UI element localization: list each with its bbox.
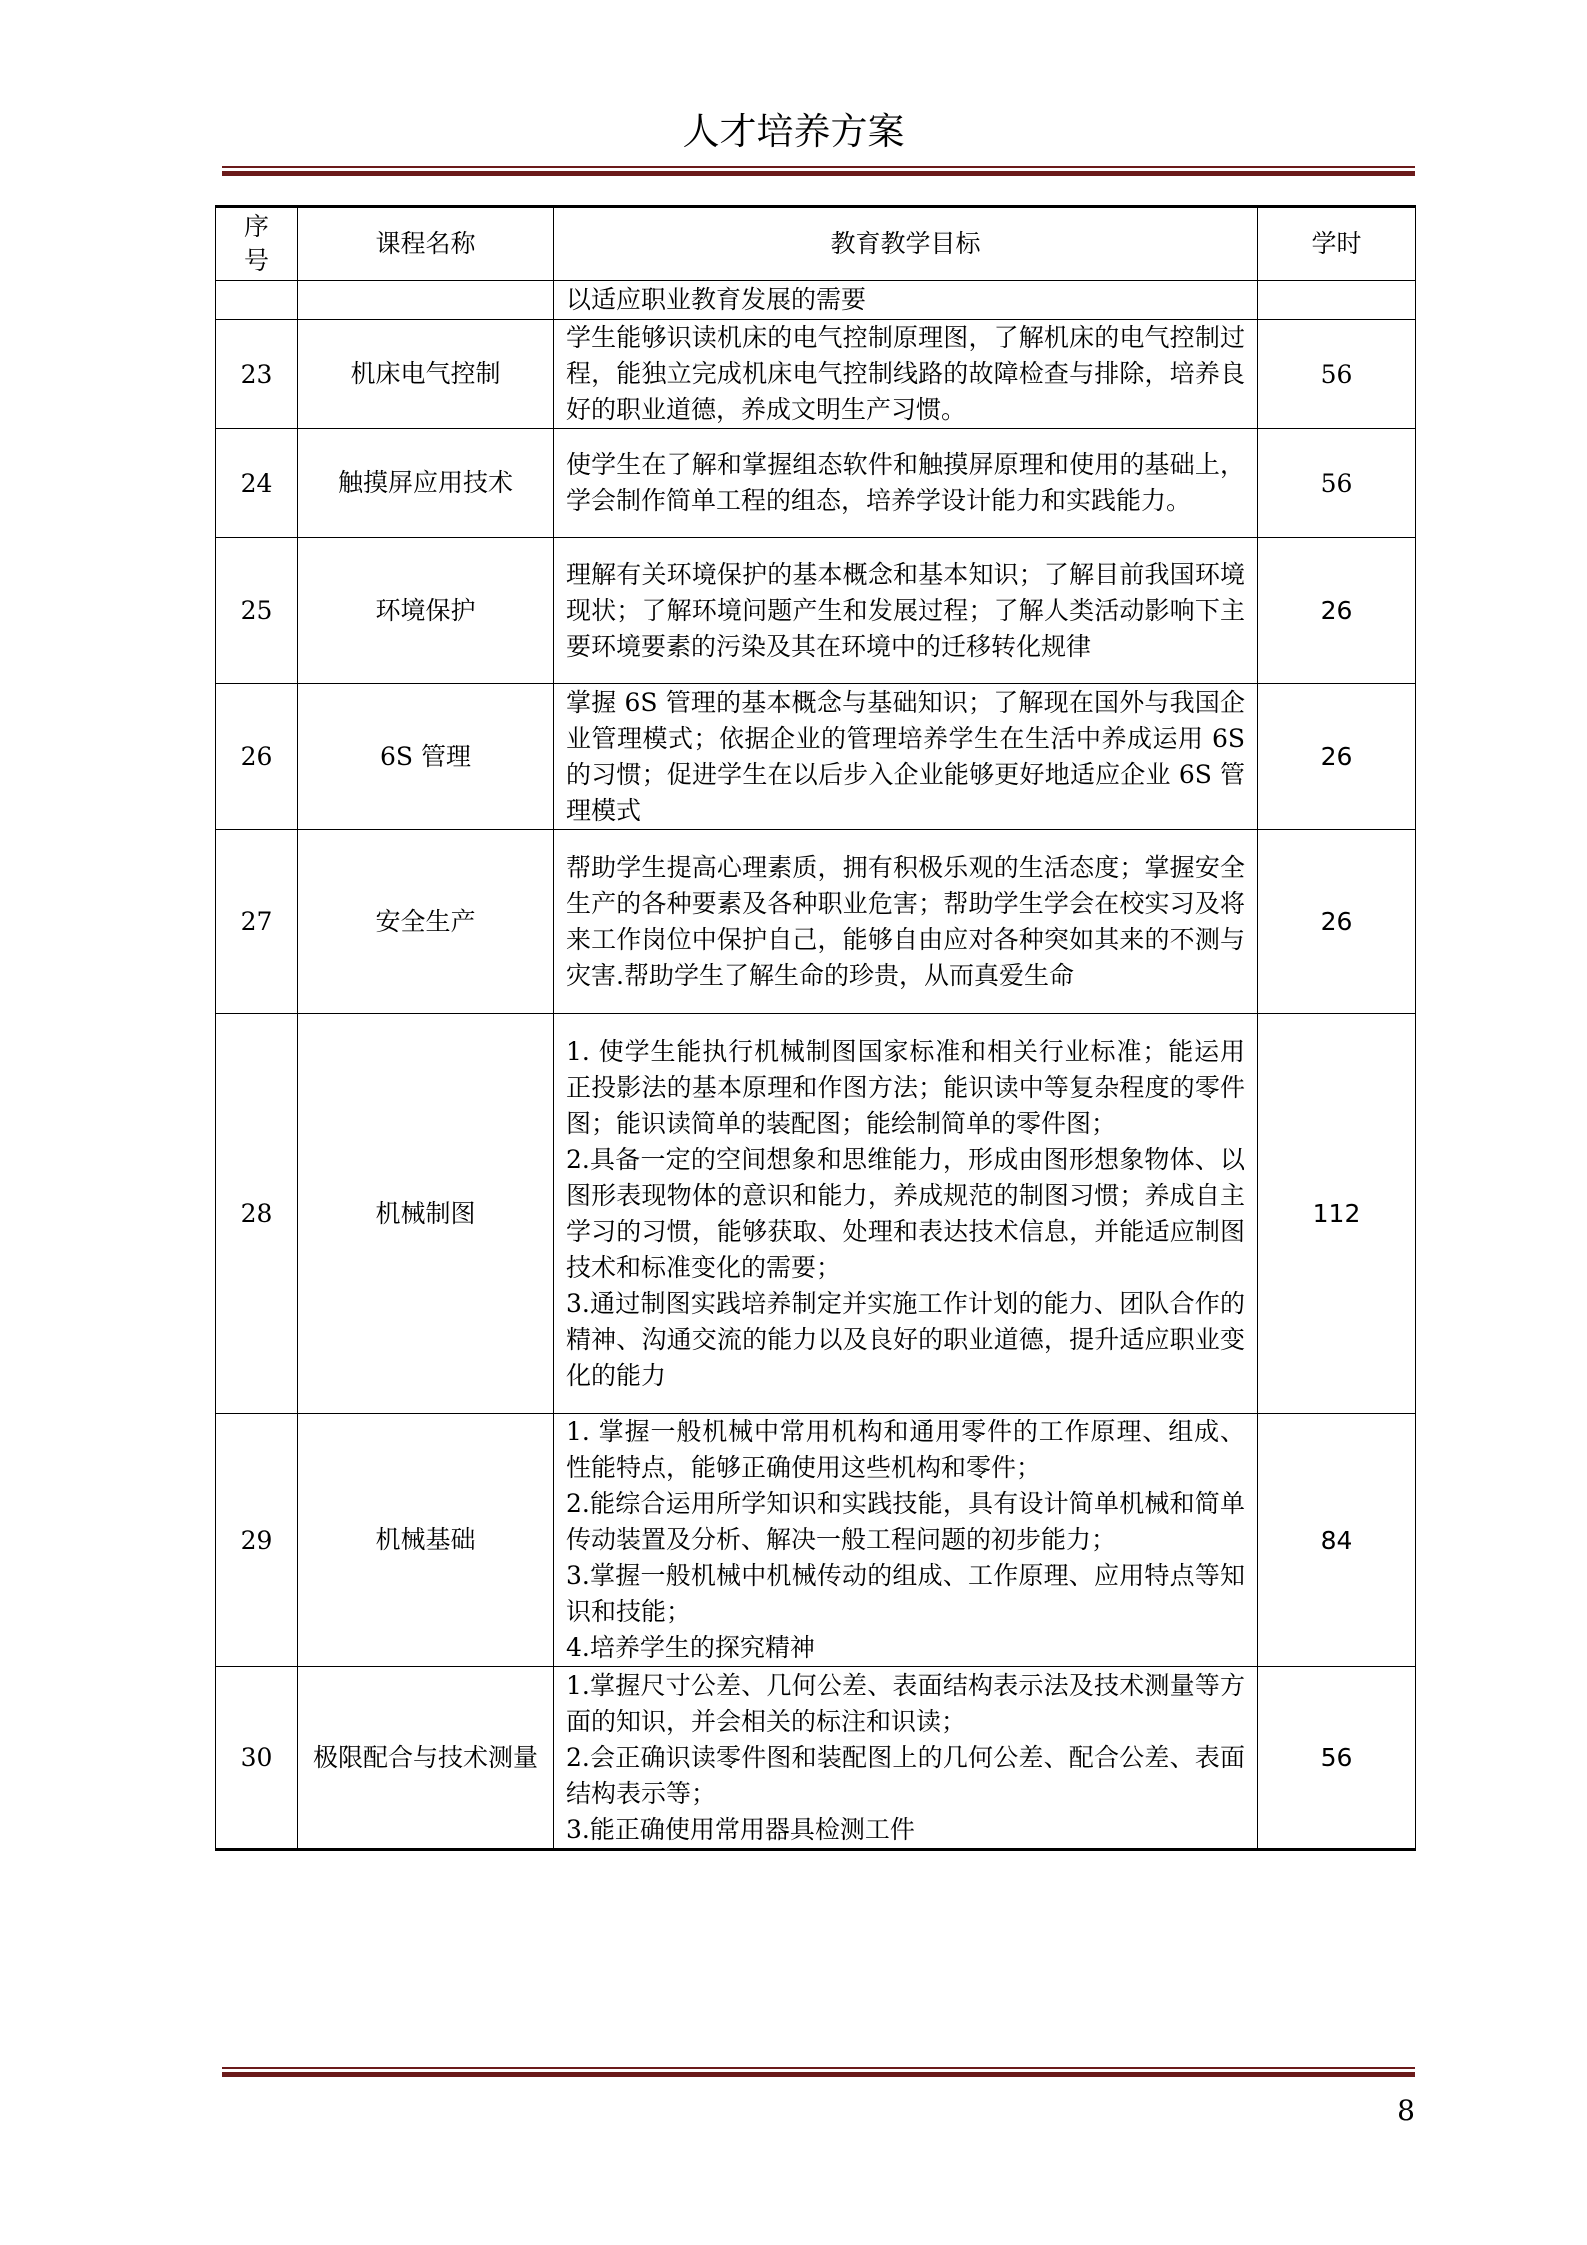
row-name: 机械基础 bbox=[298, 1414, 554, 1667]
row-goal: 使学生在了解和掌握组态软件和触摸屏原理和使用的基础上，学会制作简单工程的组态，培养学设计能力和实践能力。 bbox=[554, 429, 1258, 538]
course-table bbox=[215, 205, 1416, 1851]
table-row bbox=[216, 1414, 1416, 1667]
row-hours: 56 bbox=[1258, 1667, 1416, 1850]
header-name: 课程名称 bbox=[298, 207, 554, 281]
header-goal: 教育教学目标 bbox=[554, 207, 1258, 281]
table-row bbox=[216, 684, 1416, 830]
row-hours: 26 bbox=[1258, 538, 1416, 684]
row-goal: 1. 掌握一般机械中常用机构和通用零件的工作原理、组成、性能特点，能够正确使用这些机构和零件； 2.能综合运用所学知识和实践技能，具有设计简单机械和简单传动装置及分析、解决一般工程问题的初步能力； 3.掌握一般机械中机械传动的组成、工作原理、应用特点等知识和技能； 4.培养学生的探究精神 bbox=[554, 1414, 1258, 1667]
row-hours: 84 bbox=[1258, 1414, 1416, 1667]
header-num: 序号 bbox=[216, 207, 298, 281]
table-header-row bbox=[216, 207, 1416, 281]
row-num bbox=[216, 281, 298, 320]
row-hours: 112 bbox=[1258, 1014, 1416, 1414]
table-row bbox=[216, 281, 1416, 320]
header-rule bbox=[222, 166, 1415, 176]
row-goal: 学生能够识读机床的电气控制原理图，了解机床的电气控制过程，能独立完成机床电气控制线路的故障检查与排除，培养良好的职业道德，养成文明生产习惯。 bbox=[554, 320, 1258, 429]
row-name: 机械制图 bbox=[298, 1014, 554, 1414]
table-row bbox=[216, 320, 1416, 429]
row-goal: 以适应职业教育发展的需要 bbox=[554, 281, 1258, 320]
row-goal: 1.掌握尺寸公差、几何公差、表面结构表示法及技术测量等方面的知识，并会相关的标注和识读； 2.会正确识读零件图和装配图上的几何公差、配合公差、表面结构表示等； 3.能正确使用常用器具检测工件 bbox=[554, 1667, 1258, 1850]
row-hours: 56 bbox=[1258, 320, 1416, 429]
table-row bbox=[216, 830, 1416, 1014]
row-name: 安全生产 bbox=[298, 830, 554, 1014]
table-row bbox=[216, 538, 1416, 684]
row-goal: 帮助学生提高心理素质，拥有积极乐观的生活态度；掌握安全生产的各种要素及各种职业危害；帮助学生学会在校实习及将来工作岗位中保护自己，能够自由应对各种突如其来的不测与灾害.帮助学生了解生命的珍贵，从而真爱生命 bbox=[554, 830, 1258, 1014]
row-name: 极限配合与技术测量 bbox=[298, 1667, 554, 1850]
row-name: 环境保护 bbox=[298, 538, 554, 684]
row-hours bbox=[1258, 281, 1416, 320]
table-row bbox=[216, 429, 1416, 538]
row-num: 25 bbox=[216, 538, 298, 684]
row-hours: 26 bbox=[1258, 830, 1416, 1014]
row-num: 29 bbox=[216, 1414, 298, 1667]
header-hours: 学时 bbox=[1258, 207, 1416, 281]
footer-rule bbox=[222, 2067, 1415, 2077]
row-goal: 掌握 6S 管理的基本概念与基础知识；了解现在国外与我国企业管理模式；依据企业的管理培养学生在生活中养成运用 6S 的习惯；促进学生在以后步入企业能够更好地适应企业 6S 管理模式 bbox=[554, 684, 1258, 830]
row-name bbox=[298, 281, 554, 320]
row-num: 26 bbox=[216, 684, 298, 830]
row-hours: 56 bbox=[1258, 429, 1416, 538]
row-name: 6S 管理 bbox=[298, 684, 554, 830]
row-name: 触摸屏应用技术 bbox=[298, 429, 554, 538]
table-row bbox=[216, 1014, 1416, 1414]
row-name: 机床电气控制 bbox=[298, 320, 554, 429]
row-goal: 1. 使学生能执行机械制图国家标准和相关行业标准；能运用正投影法的基本原理和作图方法；能识读中等复杂程度的零件图；能识读简单的装配图；能绘制简单的零件图； 2.具备一定的空间想象和思维能力，形成由图形想象物体、以图形表现物体的意识和能力，养成规范的制图习惯；养成自主学习的习惯，能够获取、处理和表达技术信息，并能适应制图技术和标准变化的需要； 3.通过制图实践培养制定并实施工作计划的能力、团队合作的精神、沟通交流的能力以及良好的职业道德，提升适应职业变化的能力 bbox=[554, 1014, 1258, 1414]
row-num: 23 bbox=[216, 320, 298, 429]
row-num: 27 bbox=[216, 830, 298, 1014]
page-number: 8 bbox=[1397, 2094, 1415, 2127]
page-header-title: 人才培养方案 bbox=[682, 110, 905, 153]
row-goal: 理解有关环境保护的基本概念和基本知识；了解目前我国环境现状；了解环境问题产生和发展过程；了解人类活动影响下主要环境要素的污染及其在环境中的迁移转化规律 bbox=[554, 538, 1258, 684]
row-num: 30 bbox=[216, 1667, 298, 1850]
row-num: 24 bbox=[216, 429, 298, 538]
table-row bbox=[216, 1667, 1416, 1850]
row-num: 28 bbox=[216, 1014, 298, 1414]
row-hours: 26 bbox=[1258, 684, 1416, 830]
